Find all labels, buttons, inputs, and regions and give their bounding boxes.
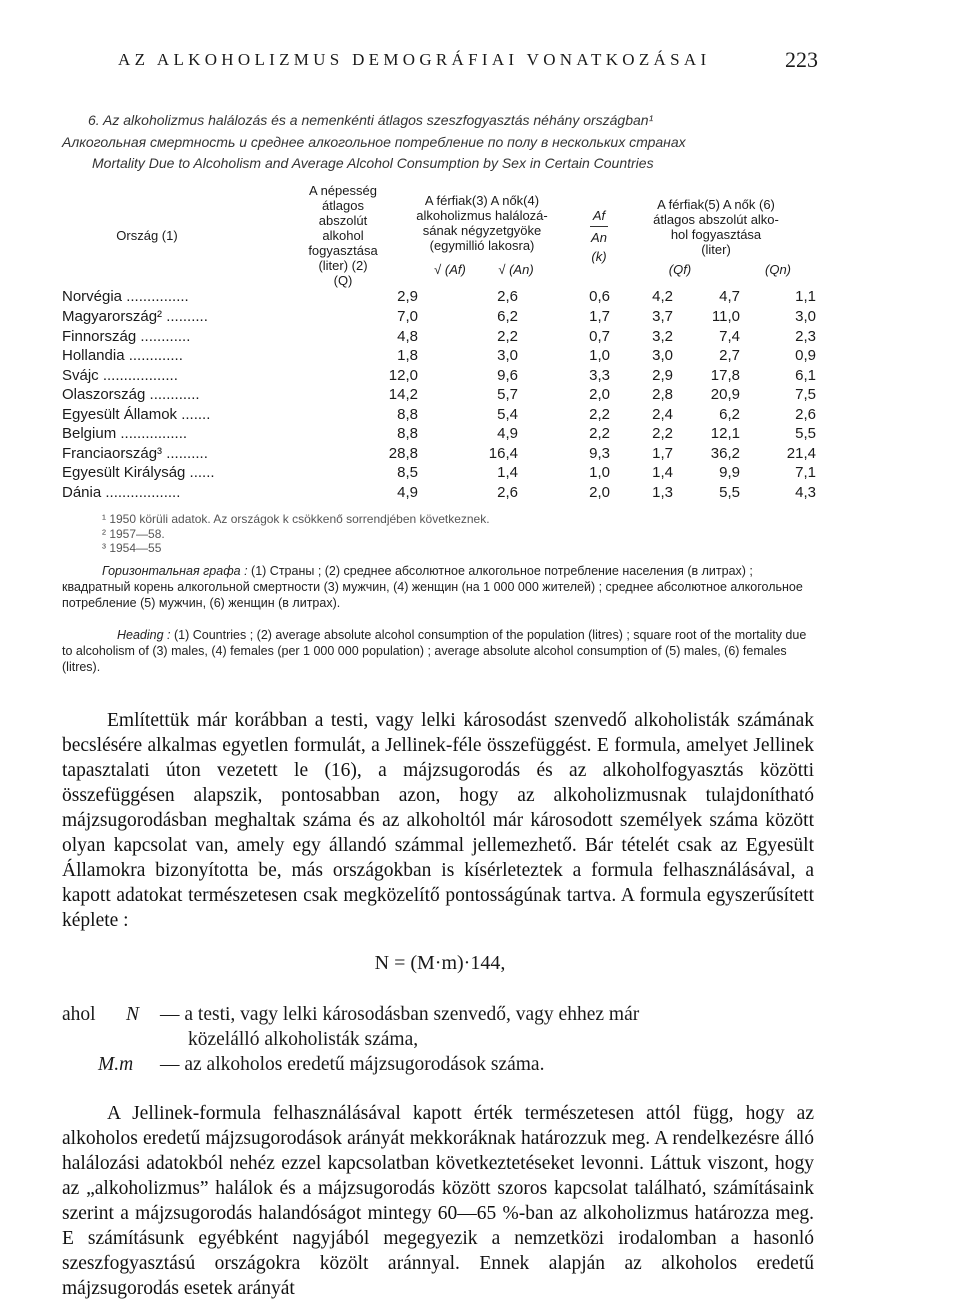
cell-q: 14,2 — [388, 386, 418, 403]
header-ratio — [584, 208, 614, 264]
cell-af: 9,6 — [497, 367, 518, 384]
cell-q: 4,8 — [397, 328, 418, 345]
header-line: átlagos abszolút alko- — [653, 212, 779, 227]
heading-ru-text: (1) Страны ; (2) среднее абсолютное алкогольное потребление населения (в литрах) ; квадратный корень алкогольной смертности (3) мужчин, (4) женщин (на 1 000 000 жителей) ; среднее абсолютное алкогольное потребление (5) мужчин, (6) женщин (в литрах). — [62, 564, 803, 610]
cell-an: 2,2 — [589, 425, 610, 442]
cell-country: Egyesült Királyság ...... — [62, 464, 215, 481]
cell-af: 4,9 — [497, 425, 518, 442]
table-row — [62, 386, 822, 406]
cell-an: 3,3 — [589, 367, 610, 384]
cell-qf: 12,1 — [710, 425, 740, 442]
cell-q: 4,9 — [397, 484, 418, 501]
table-row — [62, 367, 822, 387]
cell-q: 12,0 — [388, 367, 418, 384]
cell-af: 2,6 — [497, 288, 518, 305]
cell-qf: 6,2 — [719, 406, 740, 423]
cell-country: Olaszország ............ — [62, 386, 200, 403]
body-paragraph-1 — [62, 708, 814, 933]
cell-k: 3,2 — [652, 328, 673, 345]
cell-qn: 2,6 — [795, 406, 816, 423]
cell-qf: 4,7 — [719, 288, 740, 305]
cell-q: 8,5 — [397, 464, 418, 481]
heading-russian — [62, 563, 812, 611]
cell-k: 2,9 — [652, 367, 673, 384]
cell-qn: 7,1 — [795, 464, 816, 481]
cell-k: 3,0 — [652, 347, 673, 364]
header-country: Ország (1) — [116, 228, 178, 243]
cell-qf: 2,7 — [719, 347, 740, 364]
cell-an: 2,0 — [589, 386, 610, 403]
cell-af: 6,2 — [497, 308, 518, 325]
table-caption-ru: Алкогольная смертность и среднее алкогольное потребление по полу в нескольких странах — [62, 134, 686, 150]
paragraph: Említettük már korábban a testi, vagy lelki károsodást szenvedő alkoholisták számának becslésére alkalmas egyetlen formulát, a Jellinek-féle összefüggést. E formula, amelyet Jellinek tapasztalati úton vezetett le (16), a májzsugorodás és az alkoholfogyasztás közötti összefüggésen alapszik, pontosabban azon, hogy az alkoholizmusnak tulajdonítható májzsugorodásban meghaltak száma és az alkoholtól már károsodott személyek száma között olyan kapcsolat van, amely egy állandó számmal jellemezhető. Bár tételét csak az Egyesült Államokra bizonyította be, más országokban is kísérleteztek a formula felhasználásával, a kapott adatokat természetesen csak megközelítő pontosságúnak tartva. A formula egyszerűsített képlete : — [62, 710, 814, 931]
table-caption-en: Mortality Due to Alcoholism and Average Alcohol Consumption by Sex in Certain Countries — [92, 155, 654, 171]
cell-k: 1,4 — [652, 464, 673, 481]
table-row — [62, 347, 822, 367]
header-consumption-group — [616, 197, 816, 257]
cell-af: 2,2 — [497, 328, 518, 345]
header-ratio-symbol: (k) — [591, 249, 607, 264]
formula: N = (M·m)·144, — [374, 952, 506, 974]
running-head — [118, 47, 818, 74]
cell-an: 2,0 — [589, 484, 610, 501]
definition-N-text-cont: közelálló alkoholisták száma, — [188, 1029, 419, 1050]
header-line: alkohol — [322, 228, 364, 243]
cell-k: 2,8 — [652, 386, 673, 403]
header-ratio-numerator: Af — [592, 208, 606, 223]
cell-an: 0,6 — [589, 288, 610, 305]
table-row — [62, 288, 822, 308]
cell-qn: 21,4 — [786, 445, 816, 462]
cell-k: 2,2 — [652, 425, 673, 442]
table-row — [62, 464, 822, 484]
running-head-title: AZ ALKOHOLIZMUS DEMOGRÁFIAI VONATKOZÁSAI — [118, 50, 711, 69]
cell-k: 4,2 — [652, 288, 673, 305]
heading-en-text: (1) Countries ; (2) average absolute alcohol consumption of the population (litres) ; square root of the mortality due to alcoholism of (3) males, (4) females (per 1 000 000 population) ; average absolute alcohol consumption of (5) males, (6) females (litres). — [62, 628, 807, 674]
header-line: A férfiak(3) A nők(4) — [424, 193, 540, 208]
header-an: √ (An) — [498, 262, 534, 277]
cell-q: 8,8 — [397, 406, 418, 423]
cell-k: 1,7 — [652, 445, 673, 462]
cell-country: Belgium ................ — [62, 425, 188, 442]
header-line: (liter) (2) — [318, 258, 368, 273]
header-line: A népesség — [309, 183, 377, 198]
cell-country: Franciaország³ .......... — [62, 445, 208, 462]
cell-af: 2,6 — [497, 484, 518, 501]
cell-country: Norvégia ............... — [62, 288, 189, 305]
cell-an: 1,0 — [589, 347, 610, 364]
cell-qn: 2,3 — [795, 328, 816, 345]
cell-af: 1,4 — [497, 464, 518, 481]
header-line: (egymillió lakosra) — [429, 238, 535, 253]
cell-country: Finnország ............ — [62, 328, 191, 345]
cell-qn: 3,0 — [795, 308, 816, 325]
header-line: abszolút — [318, 213, 368, 228]
cell-qf: 11,0 — [711, 308, 740, 325]
footnote: ¹ 1950 körüli adatok. Az országok k csökkenő sorrendjében következnek. — [102, 512, 490, 526]
cell-qf: 9,9 — [719, 464, 740, 481]
cell-qn: 5,5 — [795, 425, 816, 442]
cell-af: 3,0 — [497, 347, 518, 364]
header-line: sának négyzetgyöke — [422, 223, 542, 238]
cell-qf: 36,2 — [710, 445, 740, 462]
table-row — [62, 425, 822, 445]
cell-qn: 4,3 — [795, 484, 816, 501]
cell-qf: 20,9 — [710, 386, 740, 403]
table-row — [62, 308, 822, 328]
cell-qn: 0,9 — [795, 347, 816, 364]
cell-k: 1,3 — [652, 484, 673, 501]
cell-q: 8,8 — [397, 425, 418, 442]
header-qf: (Qf) — [668, 262, 692, 277]
cell-af: 16,4 — [488, 445, 518, 462]
cell-an: 9,3 — [589, 445, 610, 462]
cell-an: 1,7 — [589, 308, 610, 325]
heading-ru-label: Горизонтальная графа : — [102, 564, 248, 578]
cell-af: 5,4 — [497, 406, 518, 423]
header-line: (Q) — [333, 273, 353, 288]
header-line: hol fogyasztása — [670, 227, 762, 242]
header-line: (liter) — [701, 242, 731, 257]
table-row — [62, 328, 822, 348]
cell-qn: 1,1 — [795, 288, 816, 305]
cell-af: 5,7 — [497, 386, 518, 403]
header-af-label: (Af) — [444, 262, 466, 277]
cell-country: Svájc .................. — [62, 367, 178, 384]
paragraph: A Jellinek-formula felhasználásával kapott érték természetesen attól függ, hogy az alkoholos eredetű májzsugorodások arányát mekkoráknak határozzuk meg. A rendelkezésre álló halálozási adatokból nehéz ezzel kapcsolatban következtetéseket levonni. Láttuk viszont, hogy az „alkoholizmus” halálok és a májzsugorodás között szoros kapcsolat található, számításaink szerint a májzsugorodás halandóságot mintegy 60—65 %-ban az alkoholizmus határozza meg. E számításunk egyébként nagyjából megegyezik a nemzetközi irodalomban a hasonló szeszfogyasztású országokra közölt aránnyal. Ennek alapján az alkoholos eredetű májzsugorodás esetek arányát — [62, 1103, 814, 1299]
header-line: átlagos — [322, 198, 364, 213]
header-ratio-denominator: An — [591, 230, 607, 245]
heading-en-label: Heading : — [117, 628, 171, 642]
cell-q: 2,9 — [397, 288, 418, 305]
header-qn: (Qn) — [765, 262, 791, 277]
table-row — [62, 445, 822, 465]
page-number: 223 — [785, 47, 818, 72]
cell-k: 3,7 — [652, 308, 673, 325]
cell-country: Magyarország² .......... — [62, 308, 208, 325]
cell-an: 0,7 — [589, 328, 610, 345]
heading-english — [62, 627, 812, 675]
cell-country: Dánia .................. — [62, 484, 181, 501]
definition-N-text: — a testi, vagy lelki károsodásban szenvedő, vagy ehhez már — [160, 1004, 640, 1025]
header-line: alkoholizmus halálozá- — [416, 208, 548, 223]
cell-qf: 17,8 — [710, 367, 740, 384]
body-paragraph-2 — [62, 1101, 814, 1301]
header-line: A férfiak(5) A nők (6) — [657, 197, 775, 212]
header-mortality-group — [382, 193, 582, 253]
definition-ahol: ahol — [62, 1004, 96, 1025]
cell-qf: 5,5 — [719, 484, 740, 501]
table-row — [62, 484, 822, 504]
cell-k: 2,4 — [652, 406, 673, 423]
definition-Mm-symbol: M.m — [98, 1054, 134, 1075]
header-af: √ (Af) — [434, 262, 466, 277]
table-caption-hu: 6. Az alkoholizmus halálozás és a nemenkénti átlagos szeszfogyasztás néhány országban¹ — [88, 112, 654, 128]
definition-N-symbol: N — [126, 1004, 140, 1025]
cell-qf: 7,4 — [719, 328, 740, 345]
definition-Mm-text: — az alkoholos eredetű májzsugorodások száma. — [160, 1054, 545, 1075]
table-row — [62, 406, 822, 426]
cell-country: Hollandia ............. — [62, 347, 183, 364]
cell-an: 1,0 — [589, 464, 610, 481]
fraction-bar — [590, 226, 608, 227]
cell-q: 28,8 — [388, 445, 418, 462]
header-an-label: (An) — [509, 262, 534, 277]
cell-q: 7,0 — [397, 308, 418, 325]
header-line: fogyasztása — [308, 243, 378, 258]
footnote: ³ 1954—55 — [102, 541, 162, 555]
cell-qn: 6,1 — [795, 367, 816, 384]
cell-q: 1,8 — [397, 347, 418, 364]
cell-an: 2,2 — [589, 406, 610, 423]
cell-qn: 7,5 — [795, 386, 816, 403]
footnote: ² 1957—58. — [102, 527, 165, 541]
cell-country: Egyesült Államok ....... — [62, 406, 211, 423]
